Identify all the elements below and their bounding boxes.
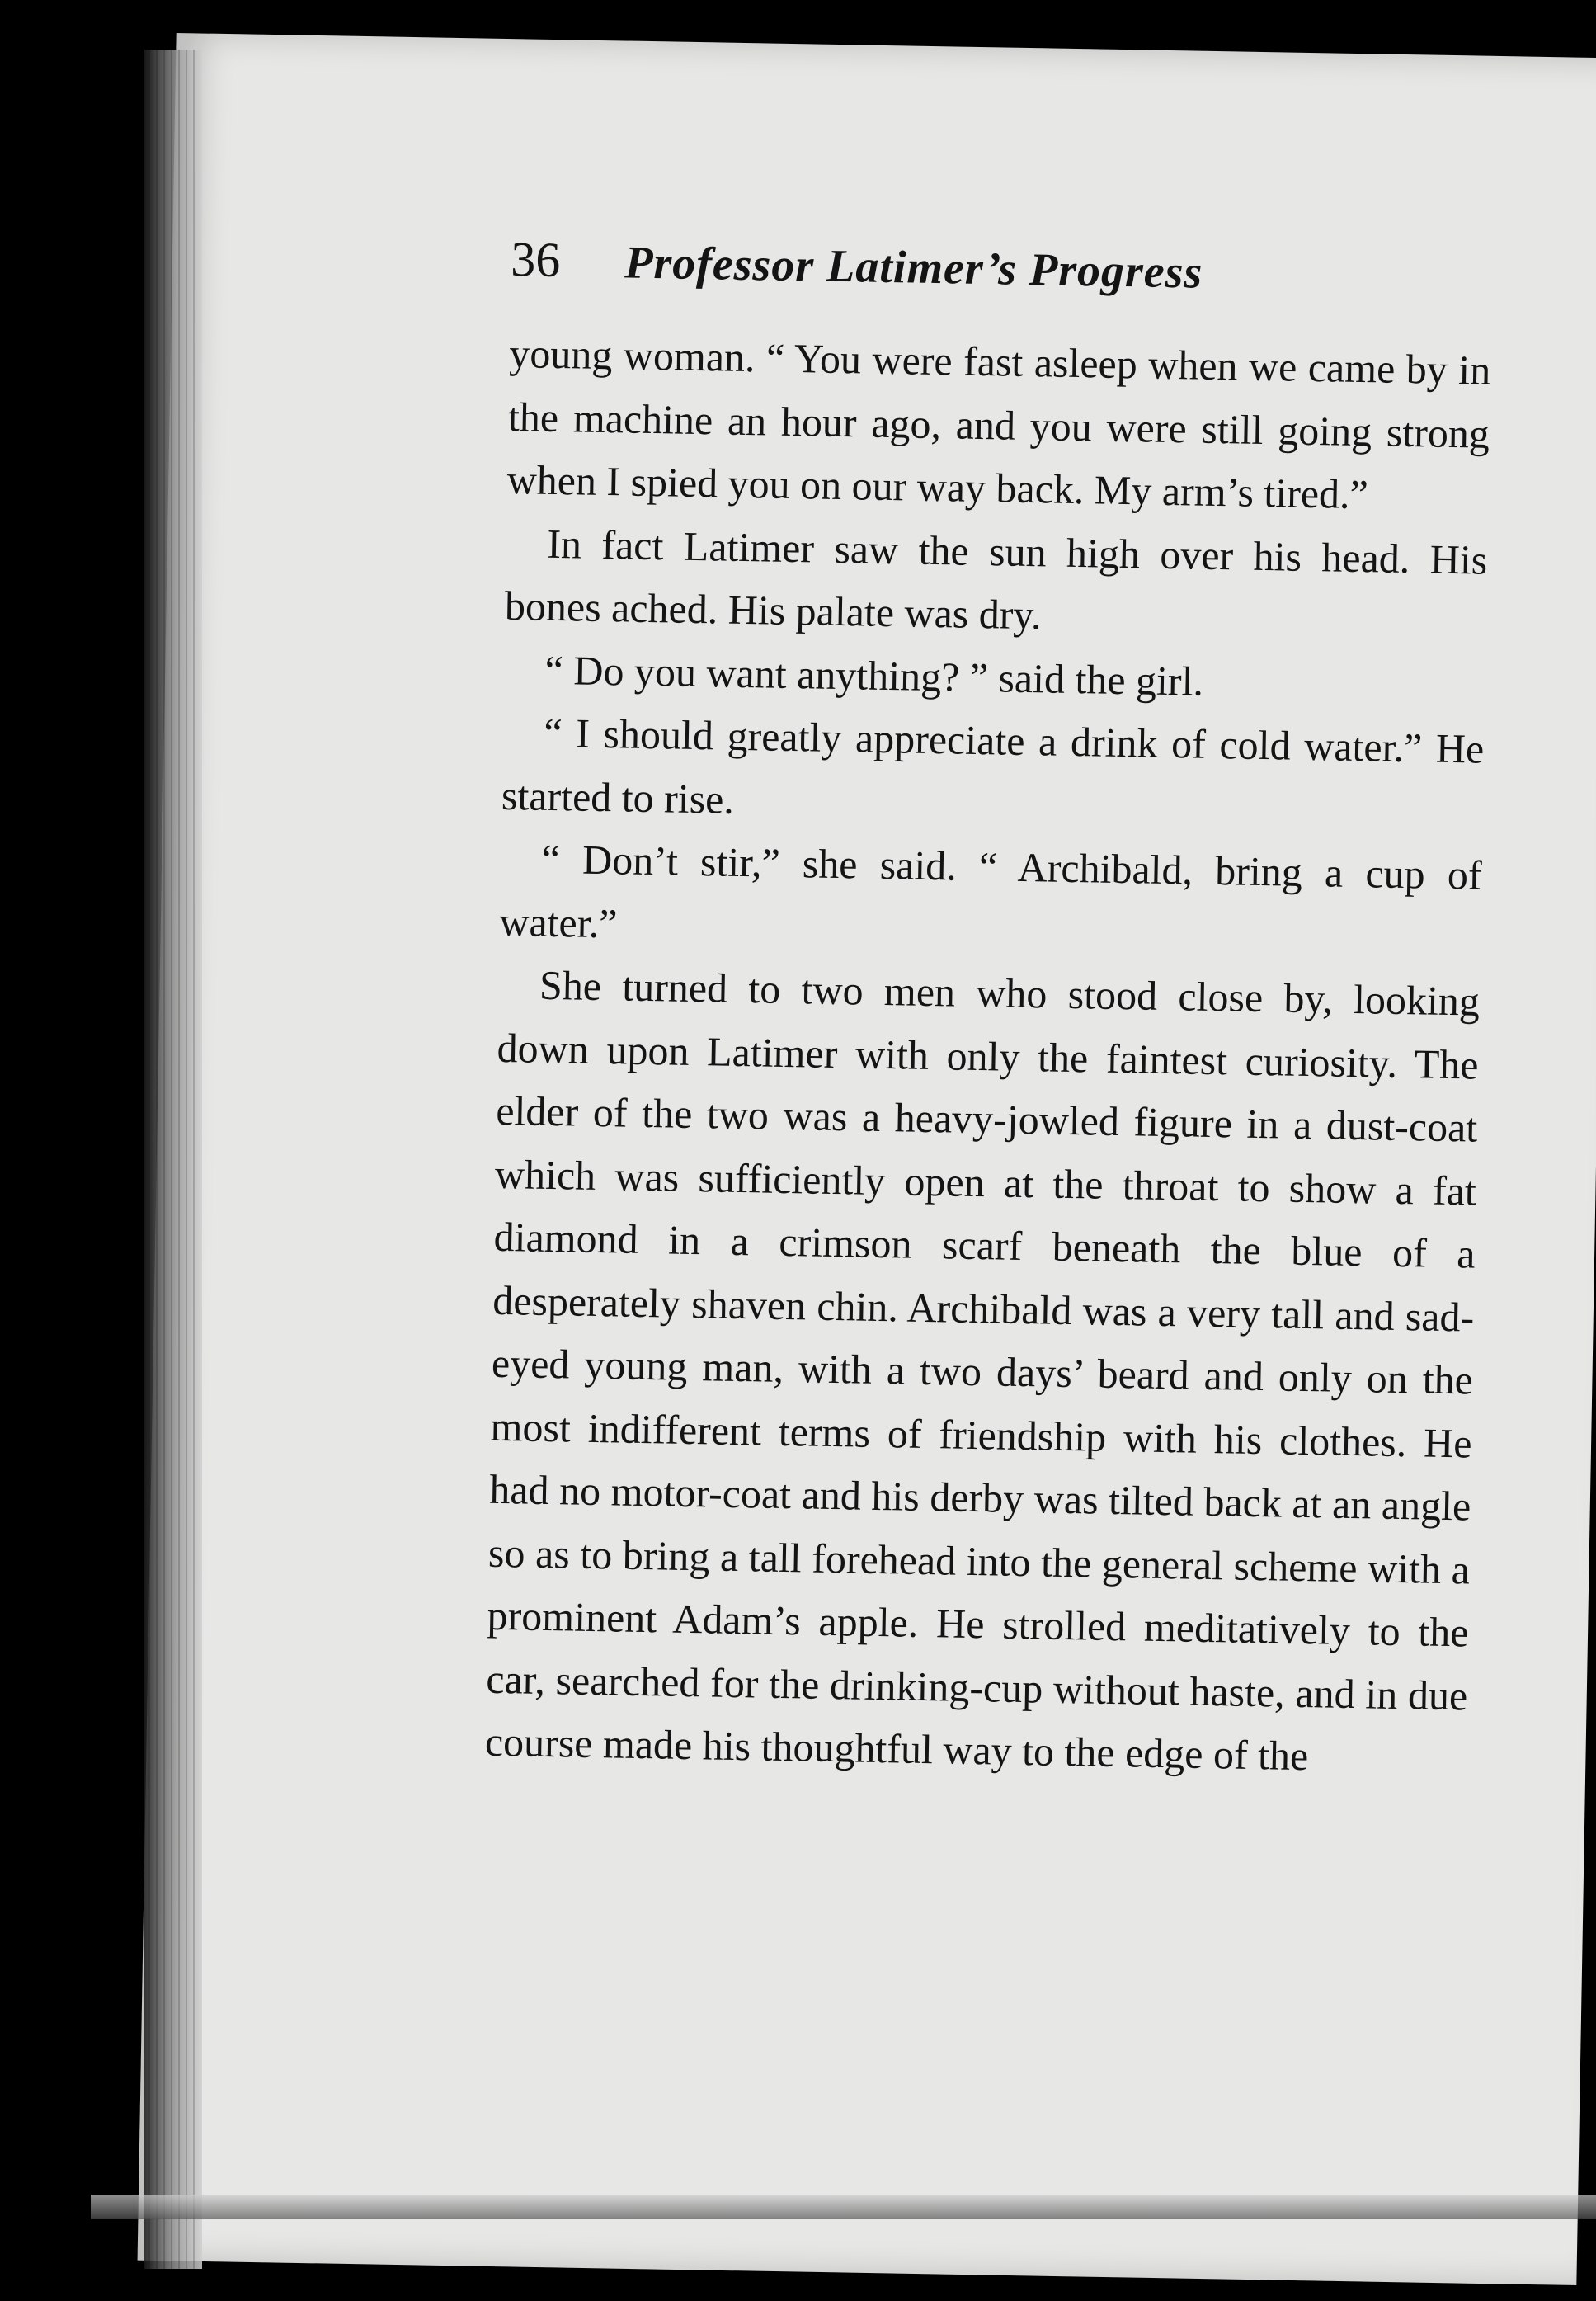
- page-text-block: [484, 231, 1492, 1790]
- page-stack-edge: [148, 50, 198, 2269]
- paragraph-1: young woman. “ You were fast asleep when we came by in the machine an hour ago, and you were still going strong when I spied you on our way back. My arm’s tired.”: [506, 329, 1491, 518]
- paragraph-6: She turned to two men who stood close by, looking down upon Latimer with only the faintest curiosity. The elder of the two was a heavy-jowled figure in a dust-coat which was sufficiently open at the throat to show a fat diamond in a crimson scarf beneath the blue of a desperately shaven chin. Archibald was a very tall and sad-eyed young man, with a two days’ beard and only on the most indifferent terms of friendship with his clothes. He had no motor-coat and his derby was tilted back at an angle so as to bring a tall forehead into the general scheme with a prominent Adam’s apple. He strolled meditatively to the car, searched for the drinking-cup without haste, and in due course made his thoughtful way to the edge of the: [484, 961, 1481, 1780]
- page-bottom-edge: [91, 2195, 1596, 2219]
- paragraph-2: In fact Latimer saw the sun high over his head. His bones ached. His palate was dry.: [504, 520, 1488, 639]
- page-number: 36: [510, 231, 561, 288]
- paragraph-5: “ Don’t stir,” she said. “ Archibald, bring a cup of water.”: [498, 835, 1483, 946]
- running-header: [510, 231, 1493, 339]
- paragraph-4: “ I should greatly appreciate a drink of cold water.” He started to rise.: [501, 709, 1485, 823]
- paragraph-3: “ Do you want anything? ” said the girl.: [544, 646, 1204, 705]
- running-title: Professor Latimer’s Progress: [624, 237, 1203, 299]
